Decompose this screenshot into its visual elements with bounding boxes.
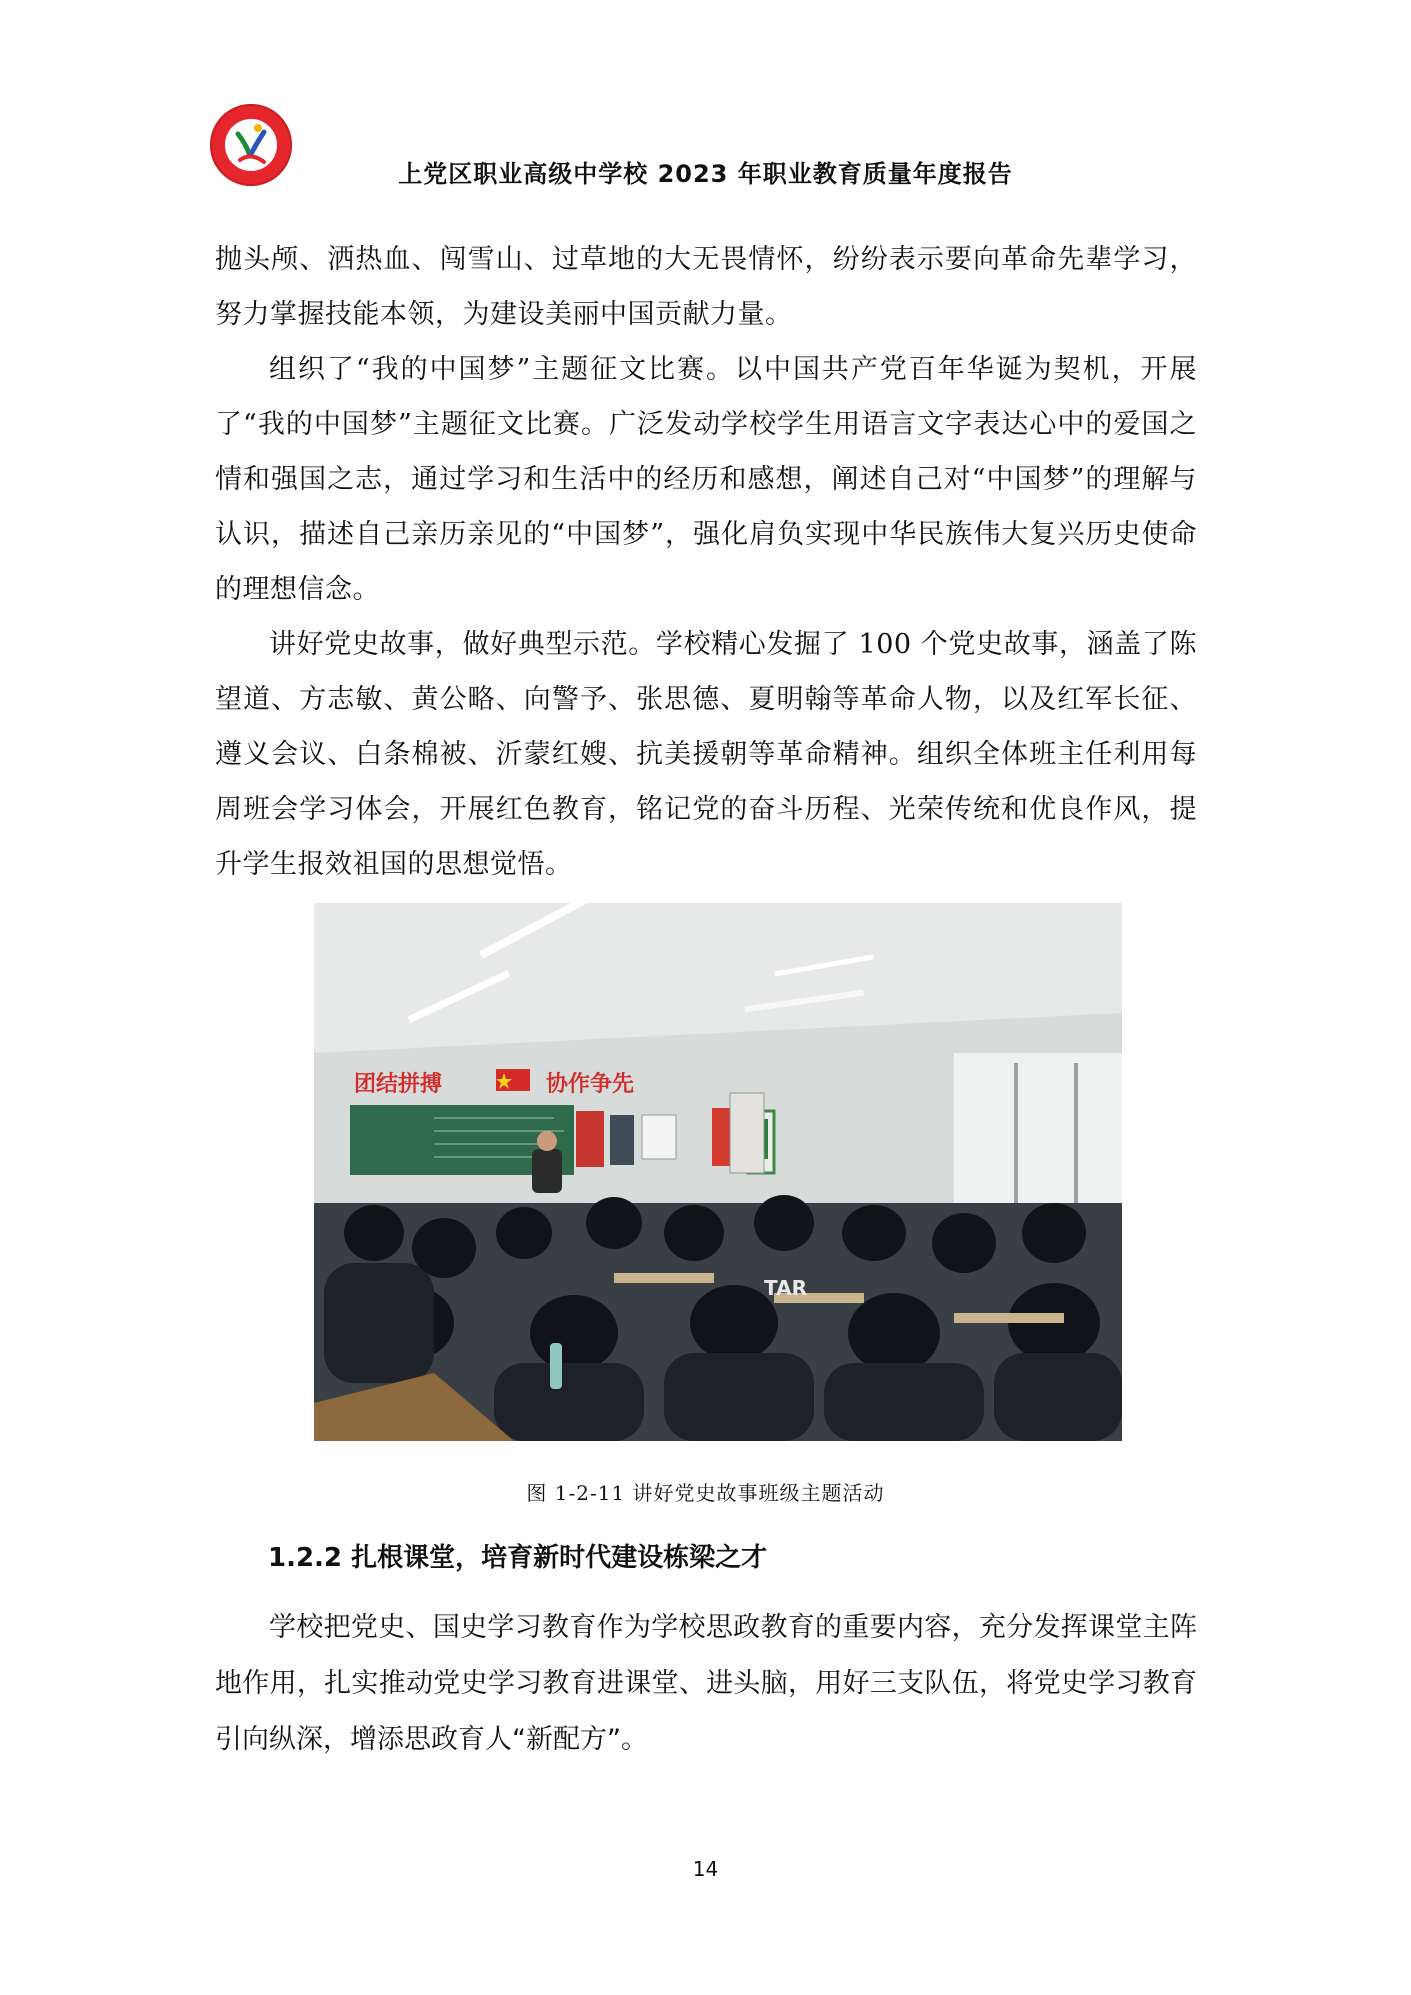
- page-header: [0, 0, 1411, 210]
- paragraph: 讲好党史故事，做好典型示范。学校精心发掘了 100 个党史故事，涵盖了陈望道、方志敏、黄公略、向警予、张思德、夏明翰等革命人物，以及红军长征、遵义会议、白条棉被、沂蒙红嫂、抗美援朝等革命精神。组织全体班主任利用每周班会学习体会，开展红色教育，铭记党的奋斗历程、光荣传统和优良作风，提升学生报效祖国的思想觉悟。: [215, 629, 1197, 880]
- section-body: [215, 1600, 1197, 1768]
- paragraph: 抛头颅、洒热血、闯雪山、过草地的大无畏情怀，纷纷表示要向革命先辈学习，努力掌握技能本领，为建设美丽中国贡献力量。: [215, 244, 1197, 330]
- body-text: [215, 232, 1197, 892]
- banner-right-text: 协作争先: [546, 1072, 635, 1097]
- classroom-photo: [314, 903, 1122, 1441]
- section-heading: 1.2.2 扎根课堂，培育新时代建设栋梁之才: [268, 1543, 768, 1573]
- paragraph: 学校把党史、国史学习教育作为学校思政教育的重要内容，充分发挥课堂主阵地作用，扎实推动党史学习教育进课堂、进头脑，用好三支队伍，将党史学习教育引向纵深，增添思政育人“新配方”。: [215, 1612, 1197, 1755]
- figure-caption: 图 1-2-11 讲好党史故事班级主题活动: [526, 1481, 885, 1505]
- paragraph: 组织了“我的中国梦”主题征文比赛。以中国共产党百年华诞为契机，开展了“我的中国梦”主题征文比赛。广泛发动学校学生用语言文字表达心中的爱国之情和强国之志，通过学习和生活中的经历和感想，阐述自己对“中国梦”的理解与认识，描述自己亲历亲见的“中国梦”，强化肩负实现中华民族伟大复兴历史使命的理想信念。: [215, 354, 1197, 605]
- shirt-text: TAR: [764, 1276, 807, 1300]
- page-number: 14: [692, 1857, 719, 1881]
- document-title: 上党区职业高级中学校 2023 年职业教育质量年度报告: [398, 160, 1013, 188]
- banner-left-text: 团结拼搏: [354, 1072, 443, 1097]
